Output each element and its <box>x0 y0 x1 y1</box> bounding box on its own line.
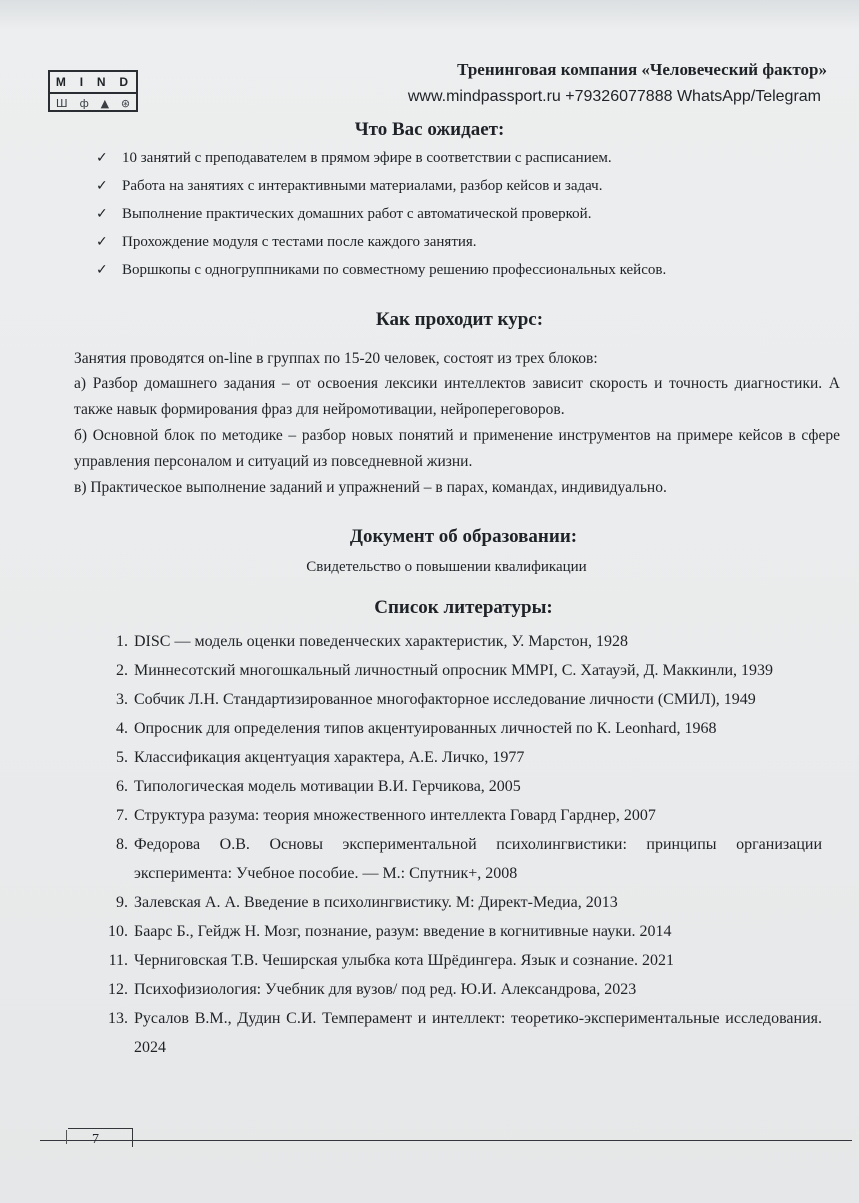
list-item <box>96 830 822 888</box>
list-item <box>96 656 822 685</box>
course-intro: Занятия проводятся on-line в группах по 15-20 человек, состоят из трех блоков: <box>74 350 598 367</box>
list-item-text: Опросник для определения типов акцентуированных личностей по К. Leonhard, 1968 <box>134 720 717 737</box>
list-item-number: 13. <box>108 1010 128 1027</box>
page-number: 7 <box>92 1132 99 1147</box>
list-item-number: 1. <box>116 633 128 650</box>
document-text: Свидетельство о повышении квалификации <box>306 559 587 575</box>
list-item-text: Черниговская Т.В. Чеширская улыбка кота Шрёдингера. Язык и сознание. 2021 <box>134 952 674 969</box>
checkmark-icon: ✓ <box>96 150 108 166</box>
list-item-text: Федорова О.В. Основы экспериментальной психолингвистики: принципы организации эксперимента: Учебное пособие. — М.: Спутник+, 2008 <box>134 836 822 882</box>
logo-letter: I <box>79 75 86 89</box>
page-number-box <box>68 1128 133 1147</box>
list-item-text: 10 занятий с преподавателем в прямом эфире в соответствии с расписанием. <box>122 150 612 166</box>
literature-list <box>96 627 822 1062</box>
list-item-number: 12. <box>108 981 128 998</box>
list-item-number: 9. <box>116 894 128 911</box>
list-item-number: 7. <box>116 807 128 824</box>
course-block-c: в) Практическое выполнение заданий и упражнений – в парах, командах, индивидуально. <box>74 479 667 496</box>
list-item-number: 6. <box>116 778 128 795</box>
list-item-text: Типологическая модель мотивации В.И. Герчикова, 2005 <box>134 778 521 795</box>
list-item-text: Миннесотский многошкальный личностный опросник MMPI, С. Хатауэй, Д. Маккинли, 1939 <box>134 662 774 679</box>
list-item <box>96 627 822 656</box>
list-item-number: 11. <box>108 952 128 969</box>
page-edge-shadow <box>0 0 859 30</box>
footer-tick-mark <box>66 1130 67 1144</box>
logo-letters <box>50 72 136 94</box>
company-name: Тренинговая компания «Человеческий фактор» <box>457 60 827 79</box>
footer-divider <box>40 1140 852 1141</box>
logo-symbol-icon: Ш <box>55 96 68 110</box>
list-item <box>96 262 796 290</box>
list-item <box>96 801 822 830</box>
checkmark-icon: ✓ <box>96 262 108 278</box>
logo-symbol-icon: ▲ <box>100 96 110 110</box>
list-item <box>96 1004 822 1062</box>
list-item-text: Прохождение модуля с тестами после каждого занятия. <box>122 234 477 250</box>
course-heading: Как проходит курс: <box>375 309 544 330</box>
list-item-text: Выполнение практических домашних работ с автоматической проверкой. <box>122 206 592 222</box>
literature-heading: Список литературы: <box>374 597 553 618</box>
checkmark-icon: ✓ <box>96 234 108 250</box>
course-block-b: б) Основной блок по методике – разбор новых понятий и применение инструментов на примере кейсов в сфере управления персоналом и ситуаций из повседневной жизни. <box>74 427 840 470</box>
list-item <box>96 714 822 743</box>
document-heading: Документ об образовании: <box>349 526 578 547</box>
list-item <box>96 234 796 262</box>
checkmark-icon: ✓ <box>96 178 108 194</box>
list-item <box>96 743 822 772</box>
logo-letter: D <box>119 75 131 89</box>
list-item-number: 4. <box>116 720 128 737</box>
list-item-number: 10. <box>108 923 128 940</box>
list-item <box>96 206 796 234</box>
company-contacts: www.mindpassport.ru +79326077888 WhatsApp/Telegram <box>407 88 821 105</box>
list-item-number: 5. <box>116 749 128 766</box>
list-item-text: Структура разума: теория множественного интеллекта Говард Гарднер, 2007 <box>134 807 656 824</box>
list-item-number: 2. <box>116 662 128 679</box>
list-item <box>96 150 796 178</box>
list-item-text: Баарс Б., Гейдж Н. Мозг, познание, разум: введение в когнитивные науки. 2014 <box>134 923 672 940</box>
list-item-text: Собчик Л.Н. Стандартизированное многофакторное исследование личности (СМИЛ), 1949 <box>134 691 756 708</box>
list-item <box>96 975 822 1004</box>
expect-list <box>96 150 796 290</box>
list-item <box>96 917 822 946</box>
list-item-number: 8. <box>116 836 128 853</box>
logo-letter: M <box>55 75 68 89</box>
list-item <box>96 772 822 801</box>
expect-heading: Что Вас ожидает: <box>354 119 505 140</box>
logo-letter: N <box>96 75 108 89</box>
checkmark-icon: ✓ <box>96 206 108 222</box>
list-item <box>96 946 822 975</box>
list-item-text: Воршкопы с одногруппниками по совместному решению профессиональных кейсов. <box>122 262 667 278</box>
list-item-text: Залевская А. А. Введение в психолингвистику. М: Директ-Медиа, 2013 <box>134 894 618 911</box>
mind-logo <box>48 70 138 112</box>
course-block-a: а) Разбор домашнего задания – от освоения лексики интеллектов зависит скорость и точность диагностики. А также навык формирования фраз для нейромотивации, нейропереговоров. <box>74 375 840 418</box>
list-item <box>96 888 822 917</box>
list-item-text: Русалов В.М., Дудин С.И. Темперамент и интеллект: теоретико-экспериментальные исследования. 2024 <box>134 1010 822 1056</box>
list-item-text: Классификация акцентуация характера, А.Е. Личко, 1977 <box>134 749 525 766</box>
list-item <box>96 685 822 714</box>
list-item-text: DISC — модель оценки поведенческих характеристик, У. Марстон, 1928 <box>134 633 629 650</box>
logo-symbol-icon: ⊛ <box>120 96 131 110</box>
list-item <box>96 178 796 206</box>
list-item-number: 3. <box>116 691 128 708</box>
list-item-text: Психофизиология: Учебник для вузов/ под ред. Ю.И. Александрова, 2023 <box>134 981 637 998</box>
list-item-text: Работа на занятиях с интерактивными материалами, разбор кейсов и задач. <box>122 178 603 194</box>
logo-symbol-icon: ф <box>79 96 89 110</box>
logo-symbols <box>50 94 136 112</box>
